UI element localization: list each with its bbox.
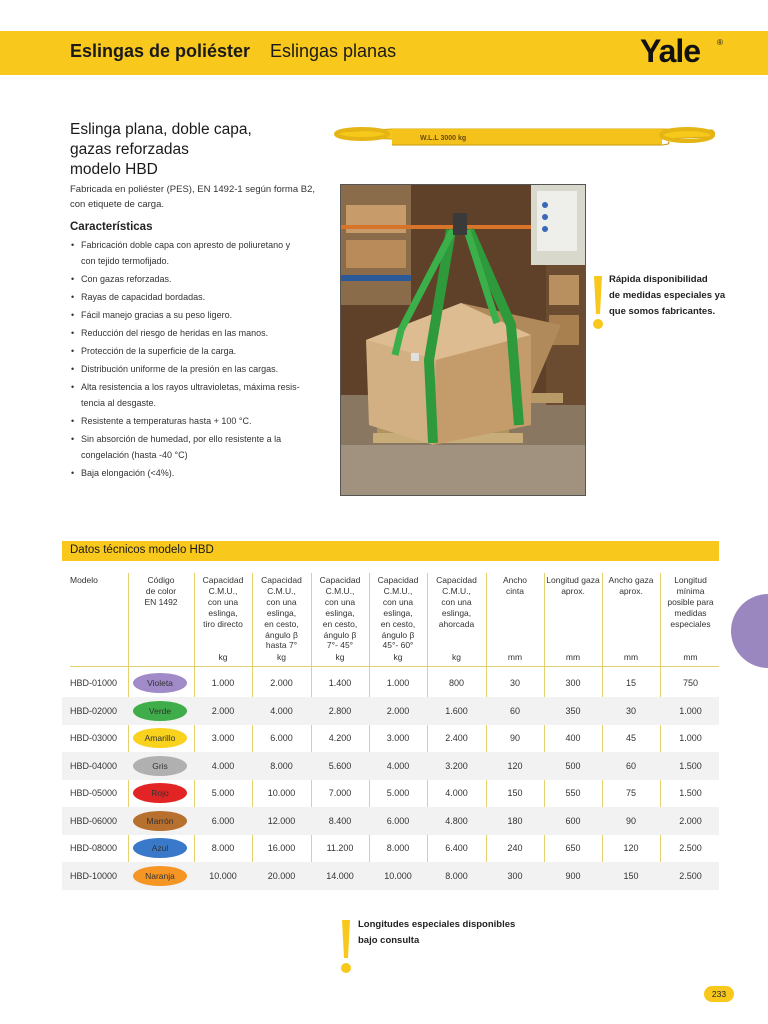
- column-header-line: C.M.U.,: [208, 585, 238, 596]
- feature-line: tencia al desgaste.: [81, 397, 157, 408]
- model-cell: HBD-01000: [70, 678, 118, 688]
- value-cell-cap-cesto-45: 14.000: [326, 870, 354, 881]
- column-header-line: tiro directo: [203, 618, 243, 629]
- feature-line: • Distribución uniforme de la presión en las cargas.: [81, 364, 279, 375]
- value-cell-long-minima: 750: [682, 678, 699, 688]
- value-cell-ancho-cinta: 30: [509, 678, 520, 688]
- value-cell-long-gaza: 500: [565, 760, 581, 771]
- note-line: de medidas especiales ya: [609, 290, 726, 301]
- value-cell-cap-directo: 10.000: [209, 870, 237, 881]
- product-photo: [340, 184, 586, 496]
- column-header-line: Ancho gaza: [608, 575, 654, 585]
- column-header-line: EN 1492: [144, 596, 178, 607]
- column-header-cap-cesto-45: [311, 575, 369, 651]
- value-cell-cap-cesto-60: 3.000: [386, 733, 410, 743]
- table-row: [62, 752, 719, 780]
- features-list: [70, 238, 325, 484]
- value-cell-cap-cesto-60: 2.000: [386, 705, 410, 716]
- value-cell-cap-cesto-7: 10.000: [267, 788, 296, 798]
- column-header-line: Capacidad: [377, 575, 419, 585]
- value-cell-cap-cesto-60: 4.000: [386, 760, 410, 771]
- special-lengths-note: [358, 917, 558, 949]
- value-cell-long-minima: 2.500: [679, 870, 702, 881]
- color-code-badge: Azul: [133, 838, 187, 858]
- sling-label: W.L.L 3000 kg: [420, 135, 467, 142]
- value-cell-cap-cesto-45: 7.000: [328, 788, 352, 798]
- column-unit: kg: [335, 652, 345, 662]
- feature-line: • Fabricación doble capa con apresto de poliuretano y: [81, 240, 291, 250]
- color-code-badge: Gris: [133, 756, 187, 776]
- value-cell-cap-cesto-7: 6.000: [270, 733, 293, 743]
- value-cell-long-gaza: 900: [565, 870, 581, 881]
- value-cell-long-minima: 2.500: [679, 843, 702, 853]
- color-code-badge: Marrón: [133, 811, 187, 831]
- table-row: [62, 862, 719, 890]
- feature-item: [70, 290, 325, 306]
- value-cell-ancho-gaza: 15: [625, 678, 636, 688]
- value-cell-ancho-gaza: 30: [625, 705, 636, 716]
- column-header-line: Capacidad: [202, 575, 244, 585]
- value-cell-ancho-cinta: 180: [507, 815, 523, 826]
- model-cell: HBD-05000: [70, 788, 118, 798]
- column-header-line: ángulo β: [265, 629, 298, 640]
- value-cell-cap-directo: 2.000: [211, 705, 235, 716]
- column-unit: mm: [623, 652, 639, 662]
- column-header-line: en cesto,: [264, 618, 299, 629]
- feature-line: • Alta resistencia a los rayos ultravioletas, máxima resis-: [81, 382, 300, 393]
- model-cell: HBD-04000: [70, 760, 118, 771]
- description-line: Fabricada en poliéster (PES), EN 1492-1 según forma B2,: [70, 184, 316, 195]
- feature-line: • Protección de la superficie de la carga.: [81, 346, 237, 357]
- column-header-cap-cesto-7: [252, 575, 311, 651]
- model-cell: HBD-08000: [70, 843, 118, 853]
- value-cell-long-minima: 1.500: [679, 788, 702, 798]
- column-header-line: especiales: [670, 618, 711, 629]
- column-header-line: Capacidad: [261, 575, 302, 585]
- column-header-line: aprox.: [619, 585, 643, 596]
- description-line: con etiquete de carga.: [70, 199, 165, 210]
- column-header-line: Código: [147, 575, 175, 585]
- column-header-ancho-gaza: [602, 575, 660, 597]
- column-header-line: posible para: [667, 596, 714, 607]
- value-cell-cap-ahorcada: 6.400: [445, 843, 468, 853]
- value-cell-cap-cesto-7: 4.000: [270, 705, 293, 716]
- features-heading: Características: [70, 221, 153, 233]
- value-cell-long-gaza: 650: [565, 843, 581, 853]
- column-unit: mm: [683, 652, 698, 662]
- value-cell-cap-cesto-60: 6.000: [386, 815, 410, 826]
- column-header-line: de color: [145, 585, 177, 596]
- feature-line: • Sin absorción de humedad, por ello resistente a la: [81, 434, 282, 445]
- model-cell: HBD-06000: [70, 815, 118, 826]
- value-cell-ancho-cinta: 300: [507, 870, 523, 881]
- column-header-line: ángulo β: [381, 629, 415, 640]
- feature-line: • Resistente a temperaturas hasta + 100 °C.: [81, 415, 252, 426]
- value-cell-long-gaza: 300: [565, 678, 581, 688]
- value-cell-ancho-gaza: 45: [625, 733, 636, 743]
- value-cell-ancho-cinta: 90: [509, 733, 520, 743]
- column-unit: kg: [393, 652, 403, 662]
- value-cell-cap-cesto-45: 11.200: [326, 843, 354, 853]
- table-row: [62, 834, 719, 862]
- value-cell-cap-cesto-45: 5.600: [328, 760, 352, 771]
- feature-item: [70, 308, 325, 324]
- color-code-badge: Amarillo: [133, 728, 187, 748]
- column-header-line: Capacidad: [319, 575, 361, 585]
- column-header-line: en cesto,: [322, 618, 358, 629]
- column-unit: mm: [565, 652, 581, 662]
- feature-item: [70, 380, 325, 411]
- column-header-line: 7°- 45°: [326, 640, 354, 651]
- page-subtitle: Eslingas planas: [270, 41, 397, 61]
- note-line: bajo consulta: [358, 935, 420, 946]
- value-cell-cap-cesto-45: 4.200: [328, 733, 352, 743]
- column-header-codigo-color: [128, 575, 194, 608]
- feature-item: [70, 272, 325, 288]
- column-unit: kg: [218, 652, 228, 662]
- page-title: Eslingas de poliéster: [70, 41, 251, 61]
- column-header-cap-ahorcada: [427, 575, 486, 630]
- section-tab: [731, 594, 768, 668]
- value-cell-long-minima: 1.000: [679, 733, 702, 743]
- value-cell-ancho-gaza: 75: [625, 788, 636, 798]
- value-cell-cap-cesto-45: 1.400: [328, 678, 352, 688]
- feature-line: congelación (hasta -40 °C): [81, 449, 188, 460]
- column-header-line: Ancho: [502, 575, 528, 585]
- value-cell-cap-directo: 3.000: [211, 733, 235, 743]
- product-title-line: gazas reforzadas: [70, 141, 189, 158]
- value-cell-cap-cesto-60: 1.000: [386, 678, 410, 688]
- column-header-line: con una: [207, 596, 239, 607]
- value-cell-cap-ahorcada: 1.600: [445, 705, 468, 716]
- column-header-line: C.M.U.,: [267, 585, 296, 596]
- feature-line: • Fácil manejo gracias a su peso ligero.: [81, 309, 233, 320]
- column-header-line: cinta: [506, 585, 524, 596]
- sling-illustration: [332, 118, 722, 162]
- feature-item: [70, 466, 325, 482]
- value-cell-cap-directo: 4.000: [211, 760, 235, 771]
- column-header-line: con una: [324, 596, 356, 607]
- value-cell-long-gaza: 400: [565, 733, 581, 743]
- value-cell-ancho-cinta: 120: [507, 760, 523, 771]
- value-cell-cap-cesto-45: 2.800: [328, 705, 352, 716]
- column-header-line: eslinga,: [441, 607, 472, 618]
- feature-line: • Baja elongación (<4%).: [81, 467, 175, 478]
- feature-item: [70, 432, 325, 463]
- value-cell-ancho-gaza: 60: [625, 760, 636, 771]
- availability-note: [609, 272, 739, 320]
- value-cell-long-minima: 1.000: [679, 705, 702, 716]
- value-cell-cap-directo: 1.000: [211, 678, 235, 688]
- value-cell-cap-ahorcada: 3.200: [445, 760, 468, 771]
- value-cell-ancho-gaza: 120: [623, 843, 639, 853]
- table-row: [62, 807, 719, 835]
- product-title: [70, 120, 330, 180]
- value-cell-cap-cesto-60: 10.000: [384, 870, 412, 881]
- column-header-line: hasta 7°: [265, 640, 298, 651]
- value-cell-cap-cesto-45: 8.400: [328, 815, 352, 826]
- value-cell-cap-cesto-7: 12.000: [267, 815, 296, 826]
- value-cell-cap-cesto-7: 16.000: [267, 843, 296, 853]
- feature-item: [70, 326, 325, 342]
- column-header-line: medidas: [674, 607, 707, 618]
- model-cell: HBD-03000: [70, 733, 118, 743]
- column-header-line: en cesto,: [380, 618, 416, 629]
- column-header-line: aprox.: [561, 585, 585, 596]
- column-header-line: mínima: [676, 585, 705, 596]
- value-cell-cap-directo: 6.000: [211, 815, 235, 826]
- column-header-line: Capacidad: [436, 575, 477, 585]
- value-cell-long-gaza: 550: [565, 788, 581, 798]
- feature-item: [70, 344, 325, 360]
- column-header-ancho-cinta: [486, 575, 544, 597]
- feature-item: [70, 414, 325, 430]
- value-cell-cap-cesto-7: 2.000: [270, 678, 293, 688]
- table-row: [62, 669, 719, 697]
- column-header-cap-cesto-60: [369, 575, 427, 651]
- header-divider: [70, 666, 719, 667]
- exclamation-icon: [592, 274, 604, 332]
- value-cell-cap-ahorcada: 2.400: [445, 733, 468, 743]
- model-cell: HBD-10000: [70, 870, 118, 881]
- registered-mark: ®: [717, 38, 723, 47]
- column-header-line: eslinga,: [383, 607, 413, 618]
- table-row: [62, 779, 719, 807]
- feature-item: [70, 238, 325, 269]
- column-header-line: ángulo β: [323, 629, 357, 640]
- product-title-line: modelo HBD: [70, 161, 158, 178]
- note-line: que somos fabricantes.: [609, 306, 716, 317]
- feature-line: • Reducción del riesgo de heridas en las manos.: [81, 327, 269, 338]
- note-line: Longitudes especiales disponibles: [358, 919, 516, 930]
- product-description: [70, 182, 320, 212]
- column-header-line: Longitud: [674, 575, 707, 585]
- value-cell-ancho-cinta: 60: [509, 705, 520, 716]
- value-cell-cap-cesto-7: 20.000: [267, 870, 296, 881]
- value-cell-long-minima: 2.000: [679, 815, 702, 826]
- value-cell-ancho-gaza: 150: [623, 870, 639, 881]
- value-cell-long-gaza: 600: [565, 815, 581, 826]
- feature-item: [70, 362, 325, 378]
- column-header-line: con una: [266, 596, 297, 607]
- column-unit: kg: [452, 652, 461, 662]
- column-header-long-minima: [660, 575, 721, 630]
- table-title: Datos técnicos modelo HBD: [70, 544, 214, 556]
- column-header-line: Modelo: [70, 575, 98, 585]
- value-cell-ancho-gaza: 90: [625, 815, 636, 826]
- column-header-cap-directo: [194, 575, 252, 630]
- column-header-line: C.M.U.,: [383, 585, 413, 596]
- value-cell-cap-directo: 5.000: [211, 788, 235, 798]
- column-header-line: eslinga,: [266, 607, 297, 618]
- color-code-badge: Verde: [133, 701, 187, 721]
- value-cell-cap-ahorcada: 4.800: [445, 815, 468, 826]
- column-header-line: Longitud gaza: [546, 575, 600, 585]
- color-code-badge: Naranja: [133, 866, 187, 886]
- color-code-badge: Violeta: [133, 673, 187, 693]
- yale-logo: Yale: [640, 33, 701, 69]
- column-header-line: con una: [382, 596, 414, 607]
- value-cell-ancho-cinta: 240: [507, 843, 523, 853]
- product-title-line: Eslinga plana, doble capa,: [70, 121, 252, 138]
- column-header-long-gaza: [544, 575, 602, 597]
- column-unit: kg: [277, 652, 286, 662]
- value-cell-cap-cesto-7: 8.000: [270, 760, 293, 771]
- table-row: [62, 697, 719, 725]
- column-unit: mm: [507, 652, 523, 662]
- feature-line: • Rayas de capacidad bordadas.: [81, 291, 206, 302]
- feature-line: con tejido termofijado.: [81, 255, 170, 266]
- value-cell-cap-ahorcada: 8.000: [445, 870, 468, 881]
- column-header-modelo: [70, 575, 128, 586]
- column-header-line: C.M.U.,: [325, 585, 355, 596]
- column-header-line: C.M.U.,: [442, 585, 471, 596]
- value-cell-cap-ahorcada: 800: [448, 678, 465, 688]
- page-number: 233: [704, 986, 734, 1002]
- value-cell-cap-ahorcada: 4.000: [445, 788, 468, 798]
- column-header-line: con una: [441, 596, 472, 607]
- value-cell-long-gaza: 350: [565, 705, 581, 716]
- column-header-line: 45°- 60°: [382, 640, 414, 651]
- model-cell: HBD-02000: [70, 705, 118, 716]
- value-cell-ancho-cinta: 150: [507, 788, 523, 798]
- column-header-line: eslinga,: [325, 607, 355, 618]
- feature-line: • Con gazas reforzadas.: [81, 273, 172, 284]
- exclamation-icon: [340, 918, 352, 976]
- column-header-line: ahorcada: [438, 618, 475, 629]
- color-code-badge: Rojo: [133, 783, 187, 803]
- value-cell-cap-directo: 8.000: [211, 843, 235, 853]
- note-line: Rápida disponibilidad: [609, 274, 708, 285]
- table-row: [62, 724, 719, 752]
- column-header-line: eslinga,: [208, 607, 238, 618]
- value-cell-cap-cesto-60: 8.000: [386, 843, 410, 853]
- value-cell-cap-cesto-60: 5.000: [386, 788, 410, 798]
- value-cell-long-minima: 1.500: [679, 760, 702, 771]
